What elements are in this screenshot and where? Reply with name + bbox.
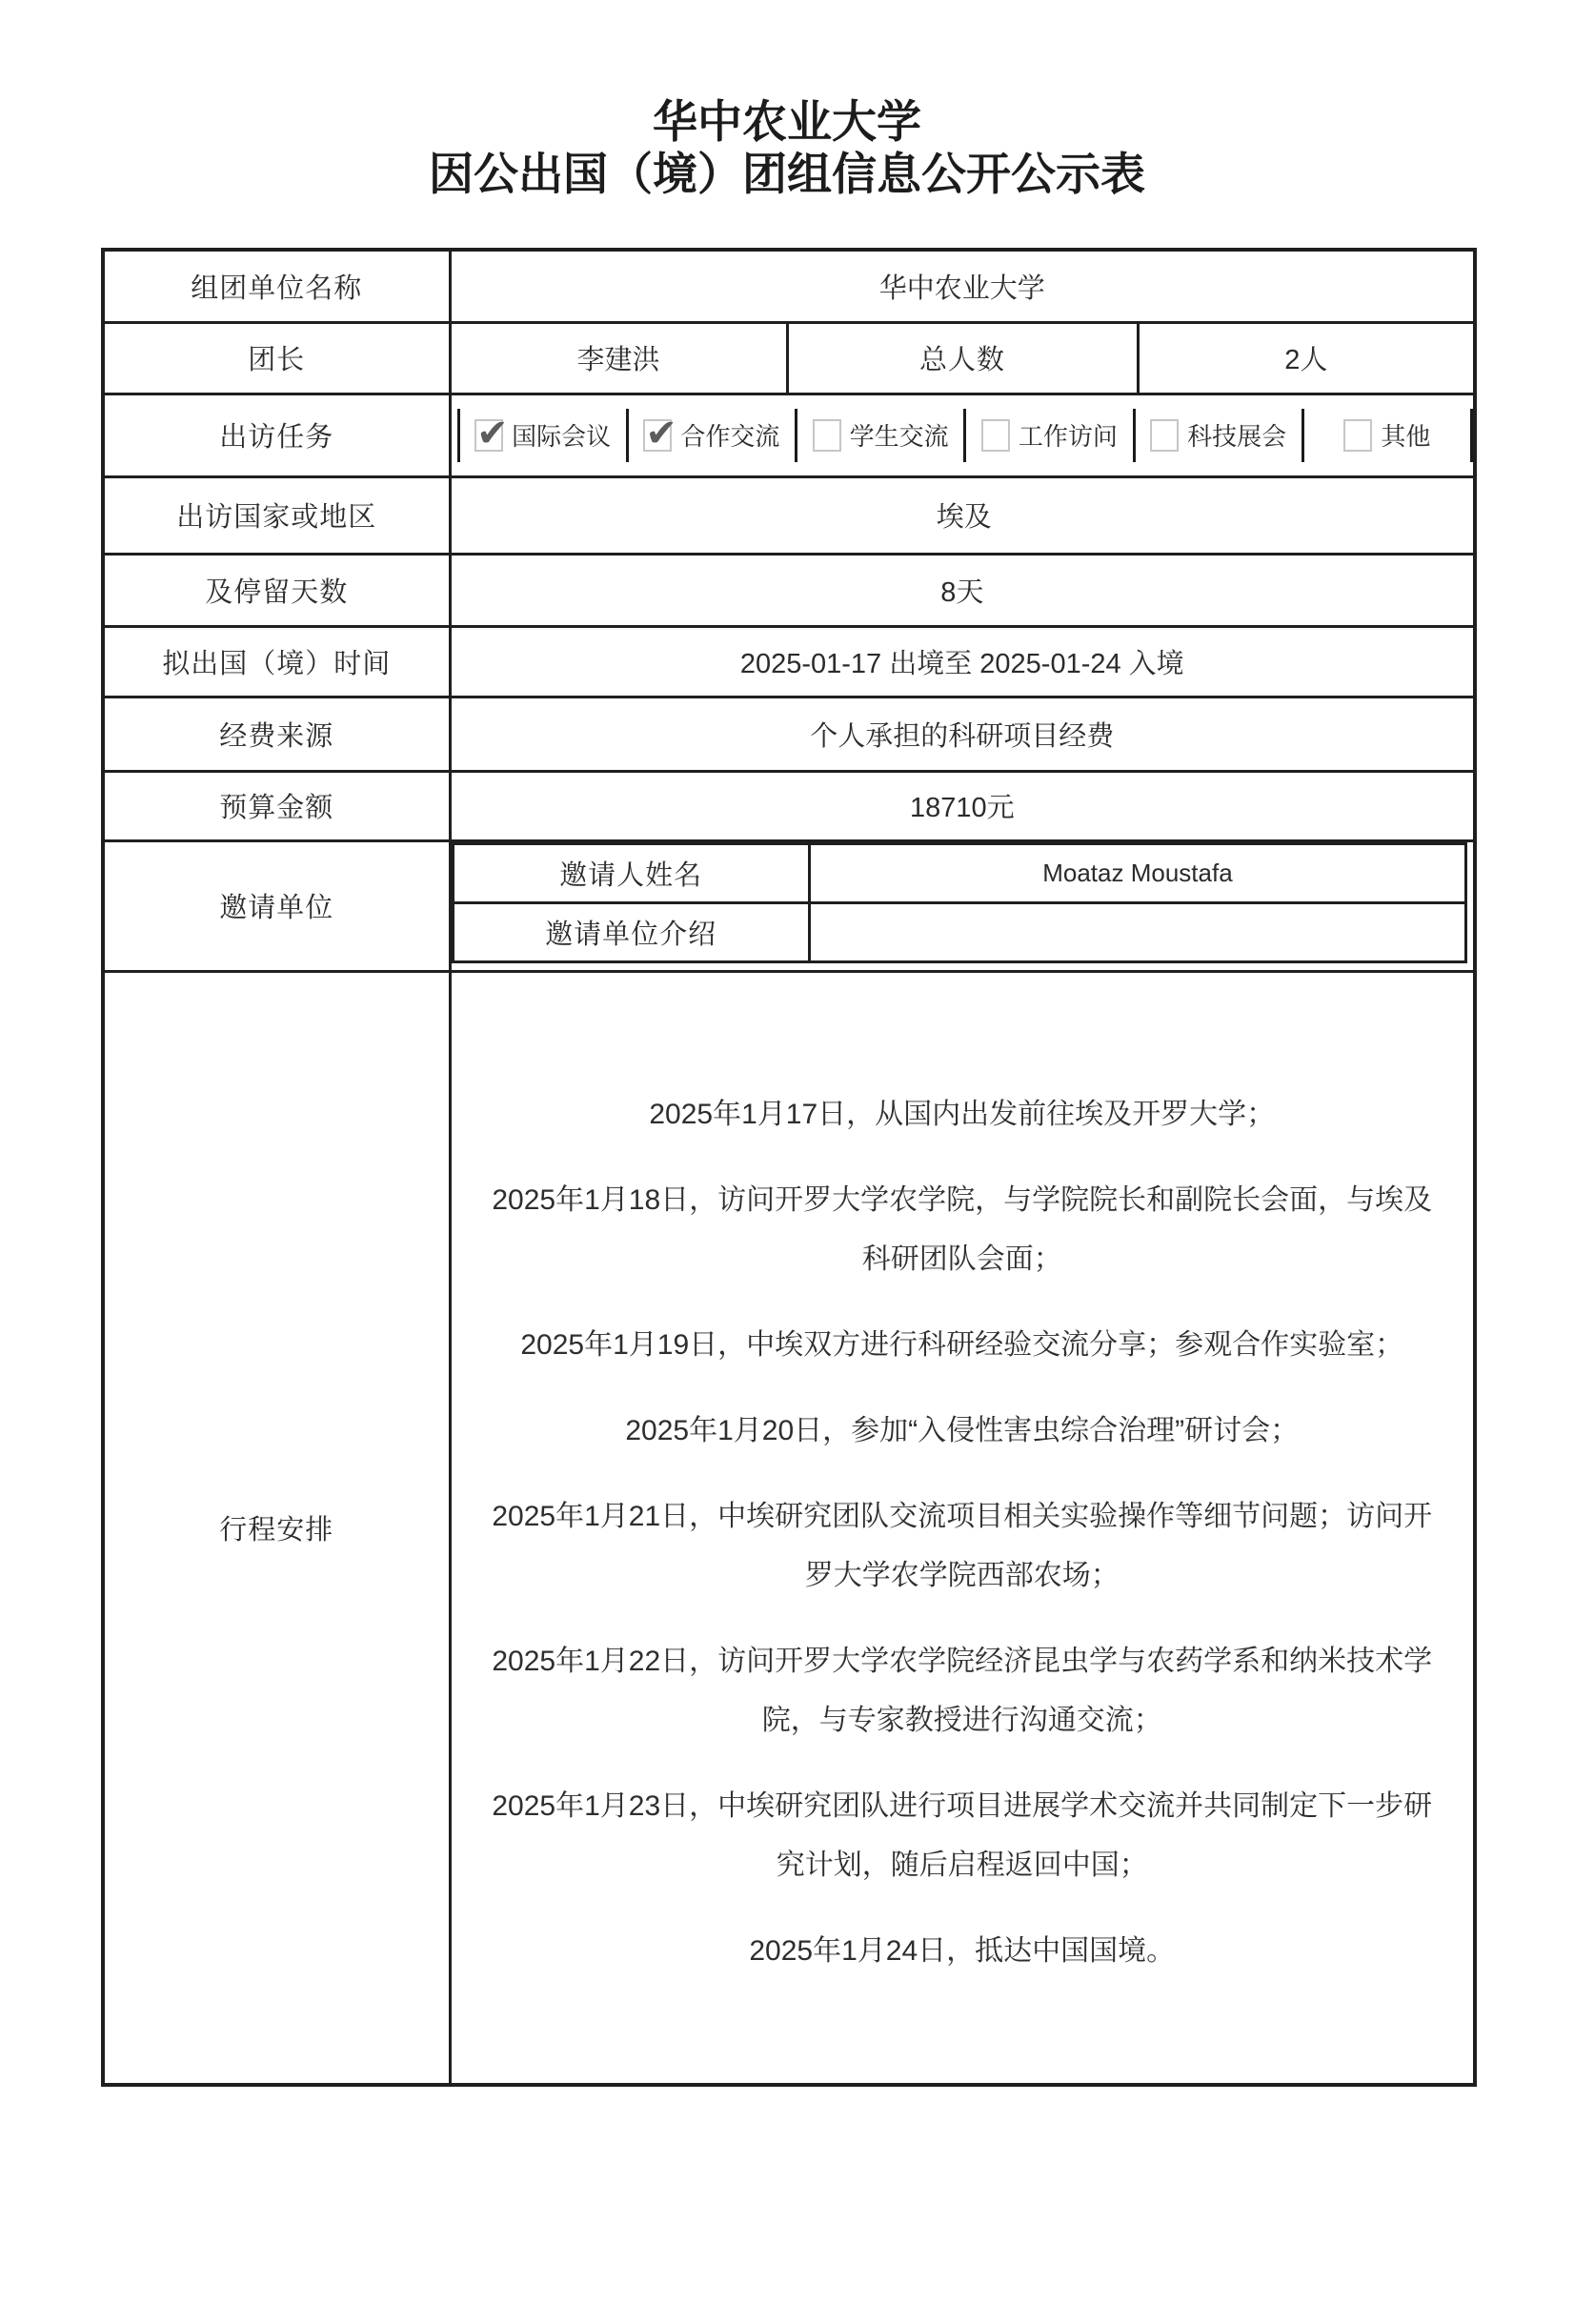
value-inviter-name: Moataz Moustafa: [809, 843, 1465, 902]
task-label: 学生交流: [849, 422, 949, 451]
row-leader: [103, 322, 1475, 394]
row-unit-name: [103, 250, 1475, 322]
task-label: 合作交流: [680, 422, 780, 451]
row-inviter-name: [453, 843, 1466, 902]
info-table: [101, 248, 1477, 2087]
label-stay-days: 及停留天数: [103, 554, 450, 626]
task-label: 工作访问: [1018, 422, 1118, 451]
value-budget: 18710元: [450, 771, 1475, 840]
value-itinerary: [450, 971, 1475, 2085]
task-label: 科技展会: [1187, 422, 1287, 451]
task-work-visit: [966, 417, 1132, 453]
itinerary-paragraph: 2025年1月23日，中埃研究团队进行项目进展学术交流并共同制定下一步研究计划，随后启程返回中国；: [492, 1790, 1433, 1882]
row-inviting-unit: [103, 840, 1475, 971]
label-visit-tasks: 出访任务: [103, 394, 450, 476]
label-country: 出访国家或地区: [103, 476, 450, 554]
checkbox-cooperation-exchange-icon[interactable]: [643, 419, 672, 452]
task-label: 其他: [1381, 422, 1431, 451]
row-inviting-unit-intro: [453, 902, 1466, 961]
row-budget: [103, 771, 1475, 840]
itinerary-paragraph: 2025年1月19日，中埃双方进行科研经验交流分享；参观合作实验室；: [520, 1329, 1404, 1362]
checkbox-tech-expo-icon[interactable]: [1150, 419, 1179, 452]
label-inviter-name: 邀请人姓名: [453, 843, 809, 902]
checkbox-student-exchange-icon[interactable]: [813, 419, 841, 452]
itinerary-paragraph: 2025年1月17日，从国内出发前往埃及开罗大学；: [649, 1099, 1276, 1131]
itinerary-paragraph: 2025年1月21日，中埃研究团队交流项目相关实验操作等细节问题；访问开罗大学农学院西部农场；: [492, 1501, 1433, 1592]
value-inviting-unit-intro: [809, 902, 1465, 961]
itinerary-paragraph: 2025年1月24日，抵达中国国境。: [749, 1935, 1176, 1968]
label-leader: 团长: [103, 322, 450, 394]
itinerary-text: [478, 1085, 1447, 1981]
itinerary-paragraph: 2025年1月20日，参加“入侵性害虫综合治理”研讨会；: [625, 1415, 1300, 1447]
label-unit-name: 组团单位名称: [103, 250, 450, 322]
value-stay-days: 8天: [450, 554, 1475, 626]
row-trip-time: [103, 626, 1475, 697]
label-itinerary: 行程安排: [103, 971, 450, 2085]
task-tech-expo: [1136, 417, 1302, 453]
document-title-line1: 华中农业大学: [653, 96, 921, 147]
row-tasks: [103, 394, 1475, 476]
value-unit-name: 华中农业大学: [450, 250, 1475, 322]
value-leader-name: 李建洪: [450, 322, 787, 394]
row-stay-days: [103, 554, 1475, 626]
task-label: 国际会议: [512, 422, 612, 451]
row-funding-source: [103, 697, 1475, 771]
task-international-conference: [460, 417, 626, 453]
label-inviting-unit-intro: 邀请单位介绍: [453, 902, 809, 961]
document-title-line2: 因公出国（境）团组信息公开公示表: [429, 149, 1145, 199]
itinerary-paragraph: 2025年1月18日，访问开罗大学农学院，与学院院长和副院长会面，与埃及科研团队会面；: [492, 1184, 1433, 1276]
value-total-people: 2人: [1138, 322, 1475, 394]
value-country: 埃及: [450, 476, 1475, 554]
checkbox-other-icon[interactable]: [1343, 419, 1372, 452]
value-trip-time: 2025-01-17 出境至 2025-01-24 入境: [450, 626, 1475, 697]
value-funding-source: 个人承担的科研项目经费: [450, 697, 1475, 771]
task-cooperation-exchange: [629, 417, 795, 453]
label-total-people: 总人数: [787, 322, 1138, 394]
label-funding-source: 经费来源: [103, 697, 450, 771]
checkbox-international-conference-icon[interactable]: [474, 419, 503, 452]
label-trip-time: 拟出国（境）时间: [103, 626, 450, 697]
checkbox-work-visit-icon[interactable]: [981, 419, 1010, 452]
visit-tasks-options: [450, 394, 1475, 476]
checkbox-group: [452, 409, 1474, 462]
inviting-unit-detail: [450, 840, 1475, 971]
task-other: [1304, 417, 1470, 453]
document-title: [0, 95, 1574, 200]
label-inviting-unit: 邀请单位: [103, 840, 450, 971]
label-budget: 预算金额: [103, 771, 450, 840]
task-student-exchange: [797, 417, 963, 453]
itinerary-paragraph: 2025年1月22日，访问开罗大学农学院经济昆虫学与农药学系和纳米技术学院，与专家教授进行沟通交流；: [492, 1646, 1433, 1737]
row-itinerary: [103, 971, 1475, 2085]
checkbox-group-separator: [1470, 409, 1473, 462]
inviting-unit-table: [452, 842, 1468, 963]
row-country: [103, 476, 1475, 554]
